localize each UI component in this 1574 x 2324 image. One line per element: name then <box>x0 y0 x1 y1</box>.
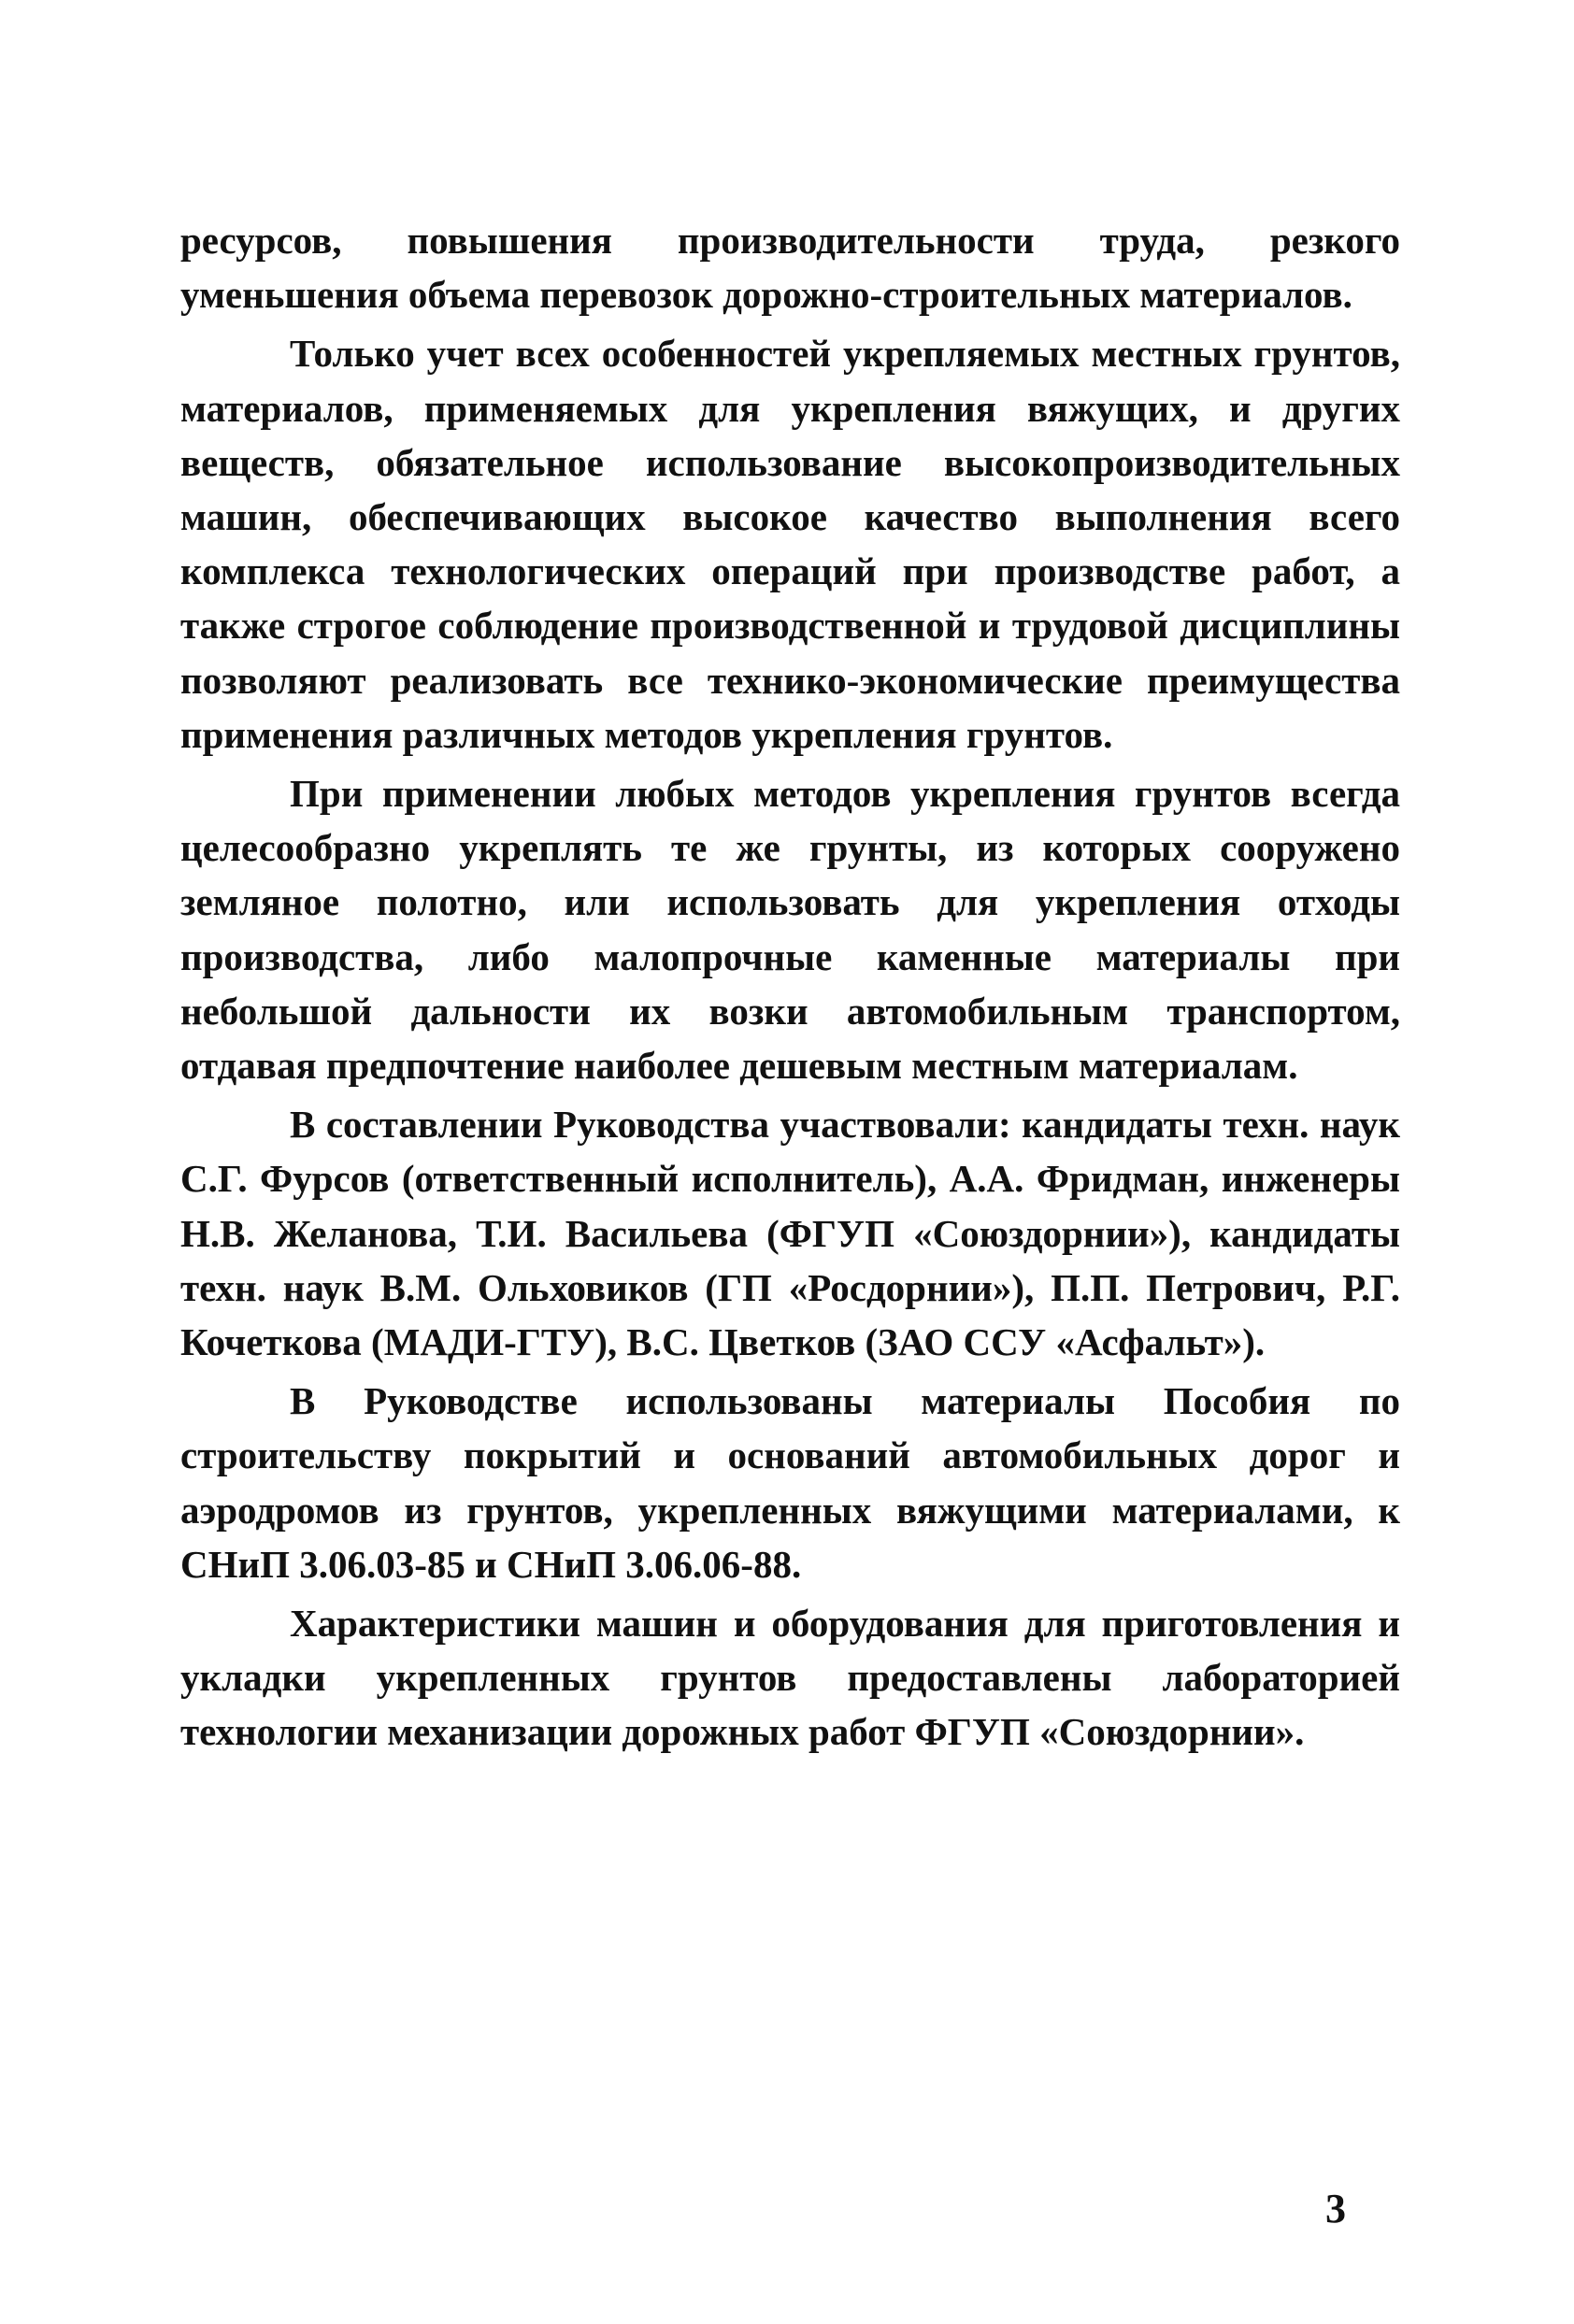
paragraph-local-soils: Только учет всех особенностей укрепляемых местных грунтов, материалов, применяемых для укрепления вяжущих, и других веществ, обязательное использование высокопроизводительных машин, обеспечивающих высокое качество выполнения всего комплекса технологических операций при производстве работ, а также строгое соблюдение производственной и трудовой дисциплины позволяют реализовать все технико-экономические преимущества применения различных методов укрепления грунтов. <box>180 332 1400 756</box>
body-text <box>180 213 1400 1760</box>
paragraph-continuation: ресурсов, повышения производительности труда, резкого уменьшения объема перевозок дорожно-строительных материалов. <box>180 219 1400 317</box>
page-number: 3 <box>1325 2186 1346 2231</box>
paragraph-methods: При применении любых методов укрепления грунтов всегда целесообразно укреплять те же грунты, из которых сооружено земляное полотно, или использовать для укрепления отходы производства, либо малопрочные каменные материалы при небольшой дальности их возки автомобильным транспортом, отдавая предпочтение наиболее дешевым местным материалам. <box>180 772 1400 1088</box>
paragraph-machinery: Характеристики машин и оборудования для приготовления и укладки укрепленных грунтов предоставлены лабораторией технологии механизации дорожных работ ФГУП «Союздорнии». <box>180 1602 1400 1754</box>
paragraph-authors: В составлении Руководства участвовали: кандидаты техн. наук С.Г. Фурсов (ответственный исполнитель), А.А. Фридман, инженеры Н.В. Желанова, Т.И. Васильева (ФГУП «Союздорнии»), кандидаты техн. наук В.М. Ольховиков (ГП «Росдорнии»), П.П. Петрович, Р.Г. Кочеткова (МАДИ-ГТУ), В.С. Цветков (ЗАО ССУ «Асфальт»). <box>180 1103 1400 1364</box>
paragraph-sources: В Руководстве использованы материалы Пособия по строительству покрытий и оснований автомобильных дорог и аэродромов из грунтов, укрепленных вяжущими материалами, к СНиП 3.06.03-85 и СНиП 3.06.06-88. <box>180 1379 1400 1586</box>
